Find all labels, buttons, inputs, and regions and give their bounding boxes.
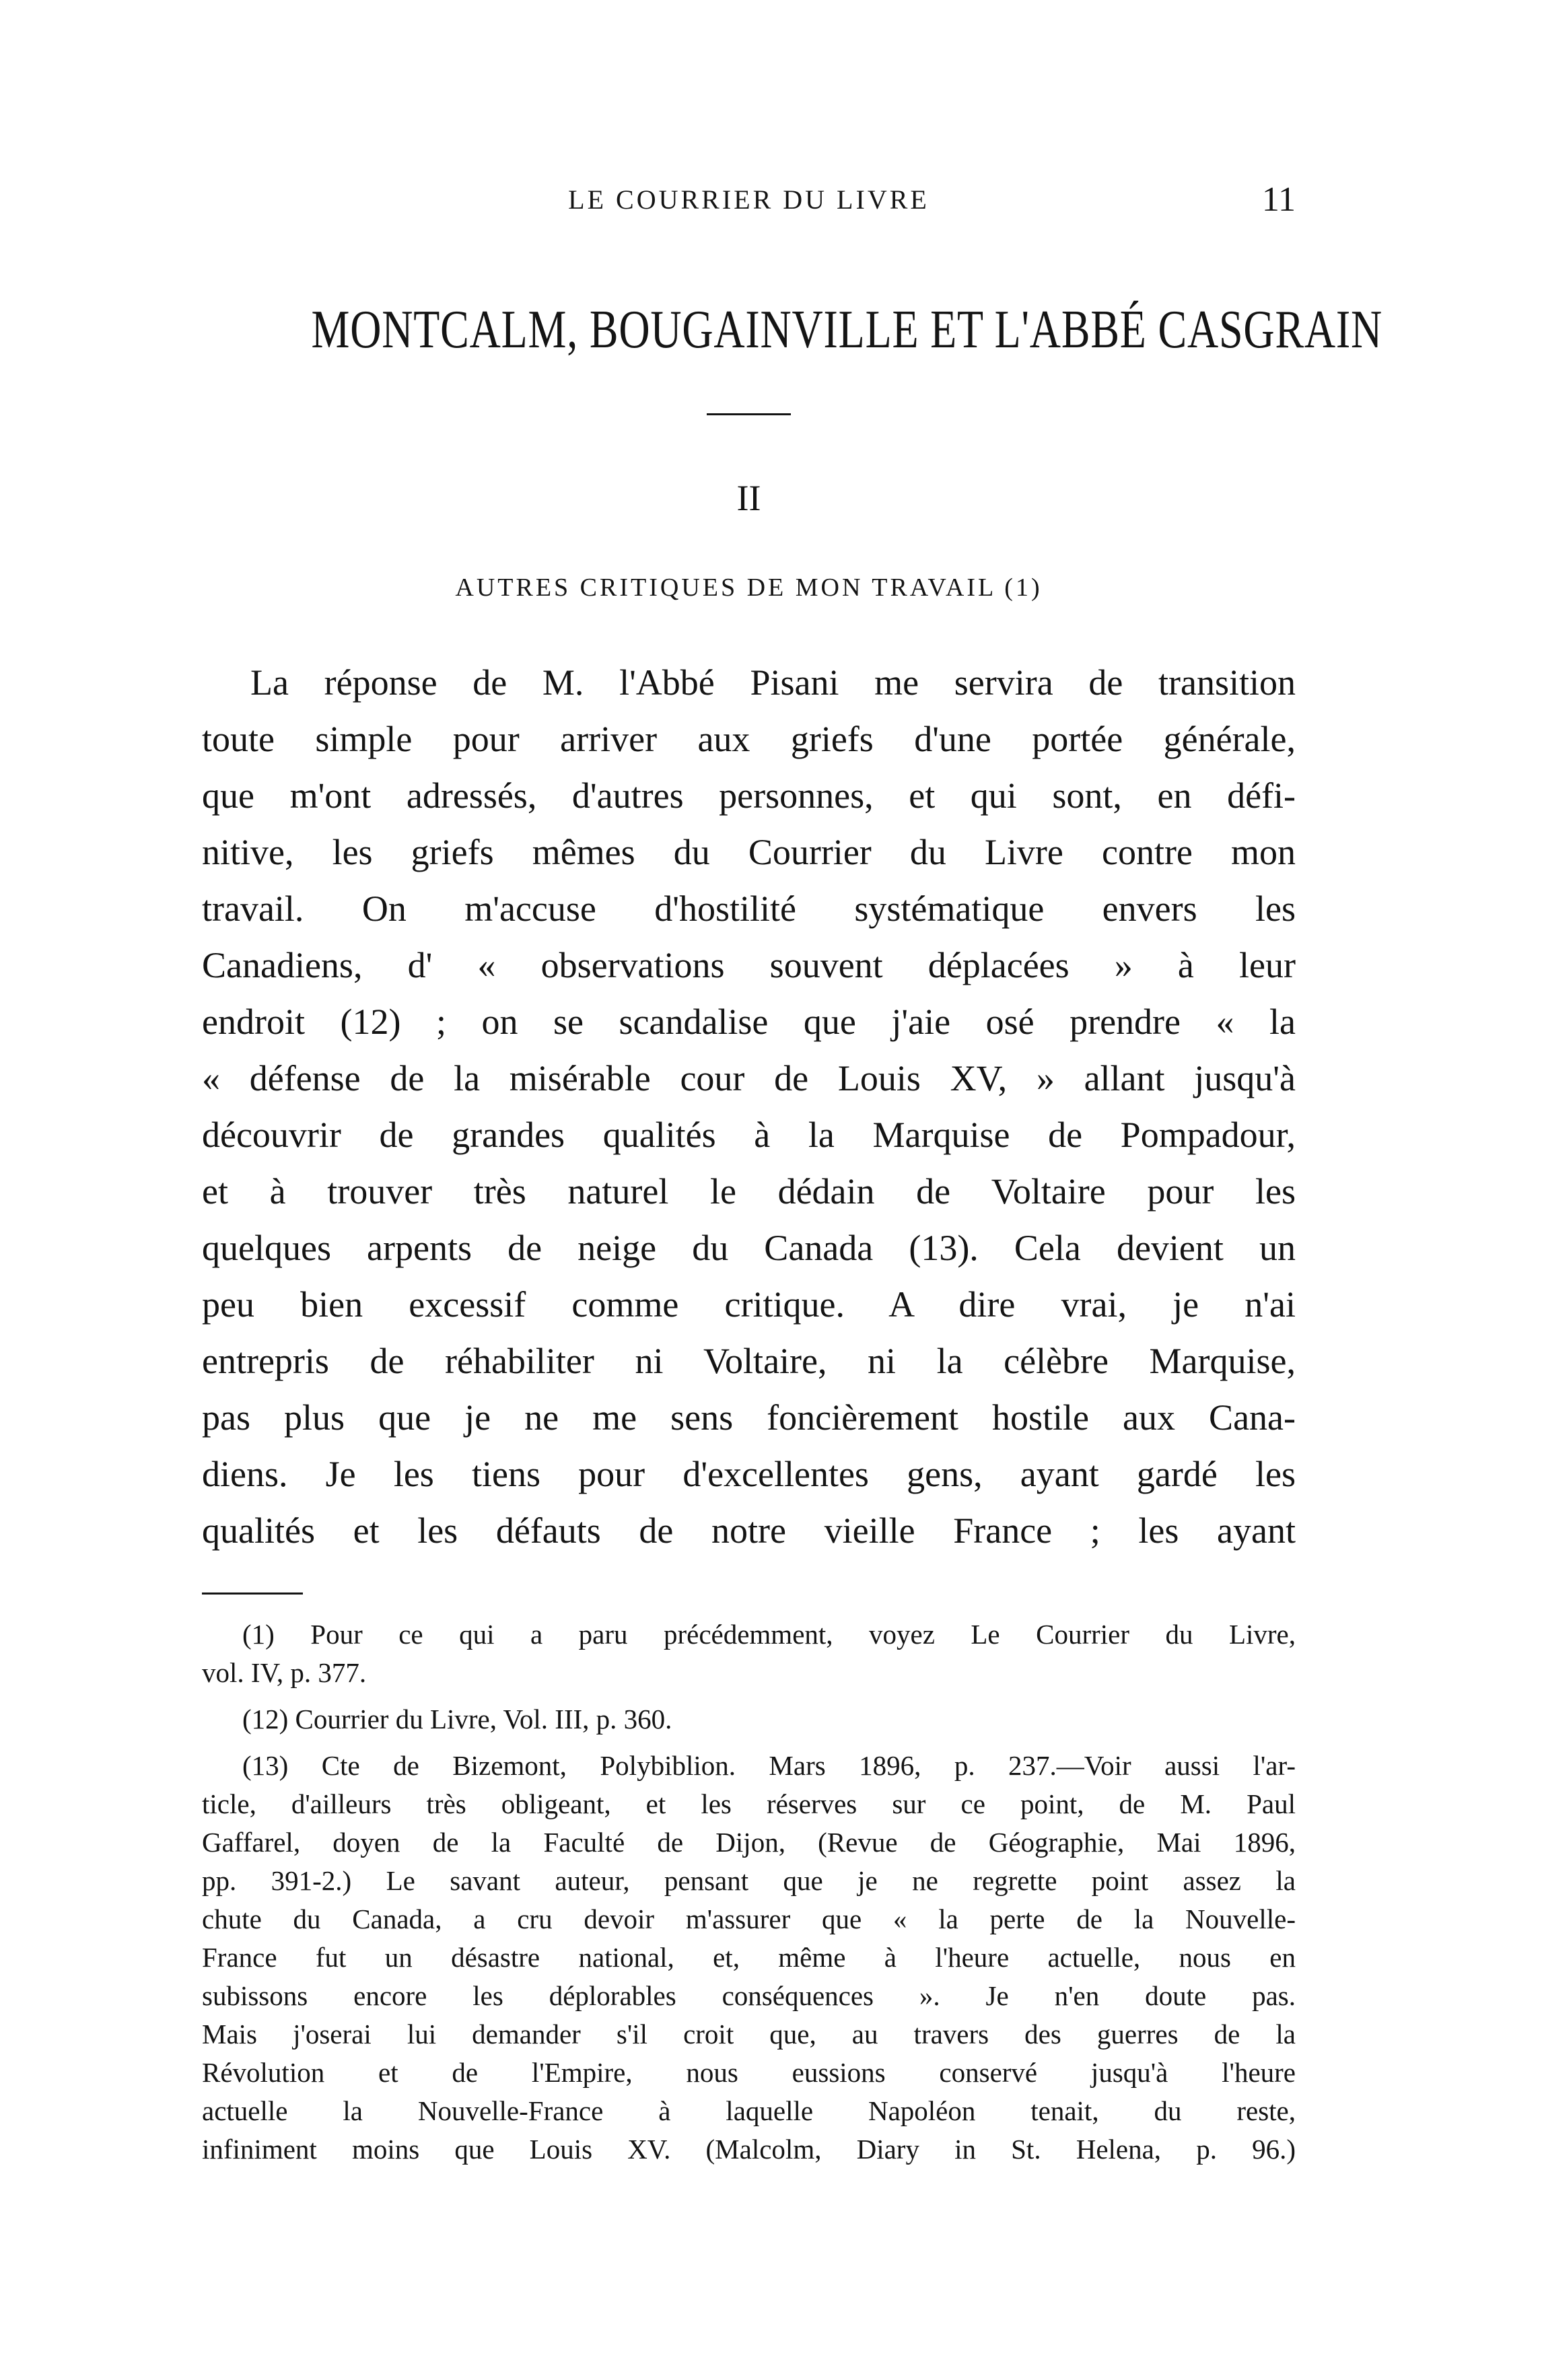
- body-text: [202, 654, 1296, 1559]
- footnote-12: [202, 1700, 1296, 1739]
- running-head-title: LE COURRIER DU LIVRE: [568, 184, 930, 215]
- footnote-line: ticle, d'ailleurs très obligeant, et les réserves sur ce point, de M. Paul: [202, 1788, 1296, 1819]
- footnote-rule: [202, 1593, 303, 1595]
- body-line: Canadiens, d' « observations souvent déplacées » à leur: [202, 945, 1296, 985]
- body-line: entrepris de réhabiliter ni Voltaire, ni la célèbre Marquise,: [202, 1341, 1296, 1381]
- body-line: peu bien excessif comme critique. A dire vrai, je n'ai: [202, 1284, 1296, 1325]
- body-line: endroit (12) ; on se scandalise que j'aie osé prendre « la: [202, 1002, 1296, 1042]
- body-line: diens. Je les tiens pour d'excellentes gens, ayant gardé les: [202, 1454, 1296, 1494]
- footnote-line: infiniment moins que Louis XV. (Malcolm, Diary in St. Helena, p. 96.): [202, 2134, 1296, 2165]
- body-line: La réponse de M. l'Abbé Pisani me servira de transition: [250, 662, 1296, 703]
- body-line: toute simple pour arriver aux griefs d'une portée générale,: [202, 719, 1296, 759]
- footnote-line: Mais j'oserai lui demander s'il croit que, au travers des guerres de la: [202, 2019, 1296, 2050]
- footnote-line: (1) Pour ce qui a paru précédemment, voyez Le Courrier du Livre,: [242, 1619, 1296, 1650]
- footnote-1: [202, 1615, 1296, 1692]
- body-line: que m'ont adressés, d'autres personnes, et qui sont, en défi-: [202, 775, 1296, 816]
- footnote-line: subissons encore les déplorables conséquences ». Je n'en doute pas.: [202, 1980, 1296, 2011]
- footnote-13: [202, 1747, 1296, 2169]
- body-line: qualités et les défauts de notre vieille France ; les ayant: [202, 1510, 1296, 1551]
- footnote-line: (13) Cte de Bizemont, Polybiblion. Mars 1896, p. 237.—Voir aussi l'ar-: [242, 1750, 1296, 1781]
- body-line: quelques arpents de neige du Canada (13). Cela devient un: [202, 1228, 1296, 1268]
- body-line: et à trouver très naturel le dédain de Voltaire pour les: [202, 1171, 1296, 1212]
- body-line: nitive, les griefs mêmes du Courrier du Livre contre mon: [202, 832, 1296, 872]
- body-line: travail. On m'accuse d'hostilité systématique envers les: [202, 888, 1296, 929]
- body-line: pas plus que je ne me sens foncièrement hostile aux Cana-: [202, 1397, 1296, 1438]
- footnote-line: actuelle la Nouvelle-France à laquelle Napoléon tenait, du reste,: [202, 2095, 1296, 2126]
- running-head: [202, 176, 1296, 223]
- footnote-line: vol. IV, p. 377.: [202, 1657, 367, 1688]
- footnote-line: (12) Courrier du Livre, Vol. III, p. 360.: [242, 1704, 672, 1735]
- body-line: découvrir de grandes qualités à la Marquise de Pompadour,: [202, 1115, 1296, 1155]
- footnote-line: pp. 391-2.) Le savant auteur, pensant que je ne regrette point assez la: [202, 1865, 1296, 1896]
- footnote-line: chute du Canada, a cru devoir m'assurer que « la perte de la Nouvelle-: [202, 1903, 1296, 1934]
- footnotes: [202, 1615, 1296, 2169]
- body-line: « défense de la misérable cour de Louis XV, » allant jusqu'à: [202, 1058, 1296, 1098]
- article-title: MONTCALM, BOUGAINVILLE ET L'ABBÉ CASGRAIN: [311, 300, 1383, 359]
- footnote-line: France fut un désastre national, et, même à l'heure actuelle, nous en: [202, 1942, 1296, 1973]
- footnote-line: Révolution et de l'Empire, nous eussions conservé jusqu'à l'heure: [202, 2057, 1296, 2088]
- section-number: II: [736, 478, 761, 518]
- footnote-line: Gaffarel, doyen de la Faculté de Dijon, (Revue de Géographie, Mai 1896,: [202, 1827, 1296, 1858]
- page-number: 11: [1261, 180, 1296, 219]
- title-rule: [707, 413, 791, 415]
- section-subtitle: AUTRES CRITIQUES DE MON TRAVAIL (1): [455, 573, 1043, 602]
